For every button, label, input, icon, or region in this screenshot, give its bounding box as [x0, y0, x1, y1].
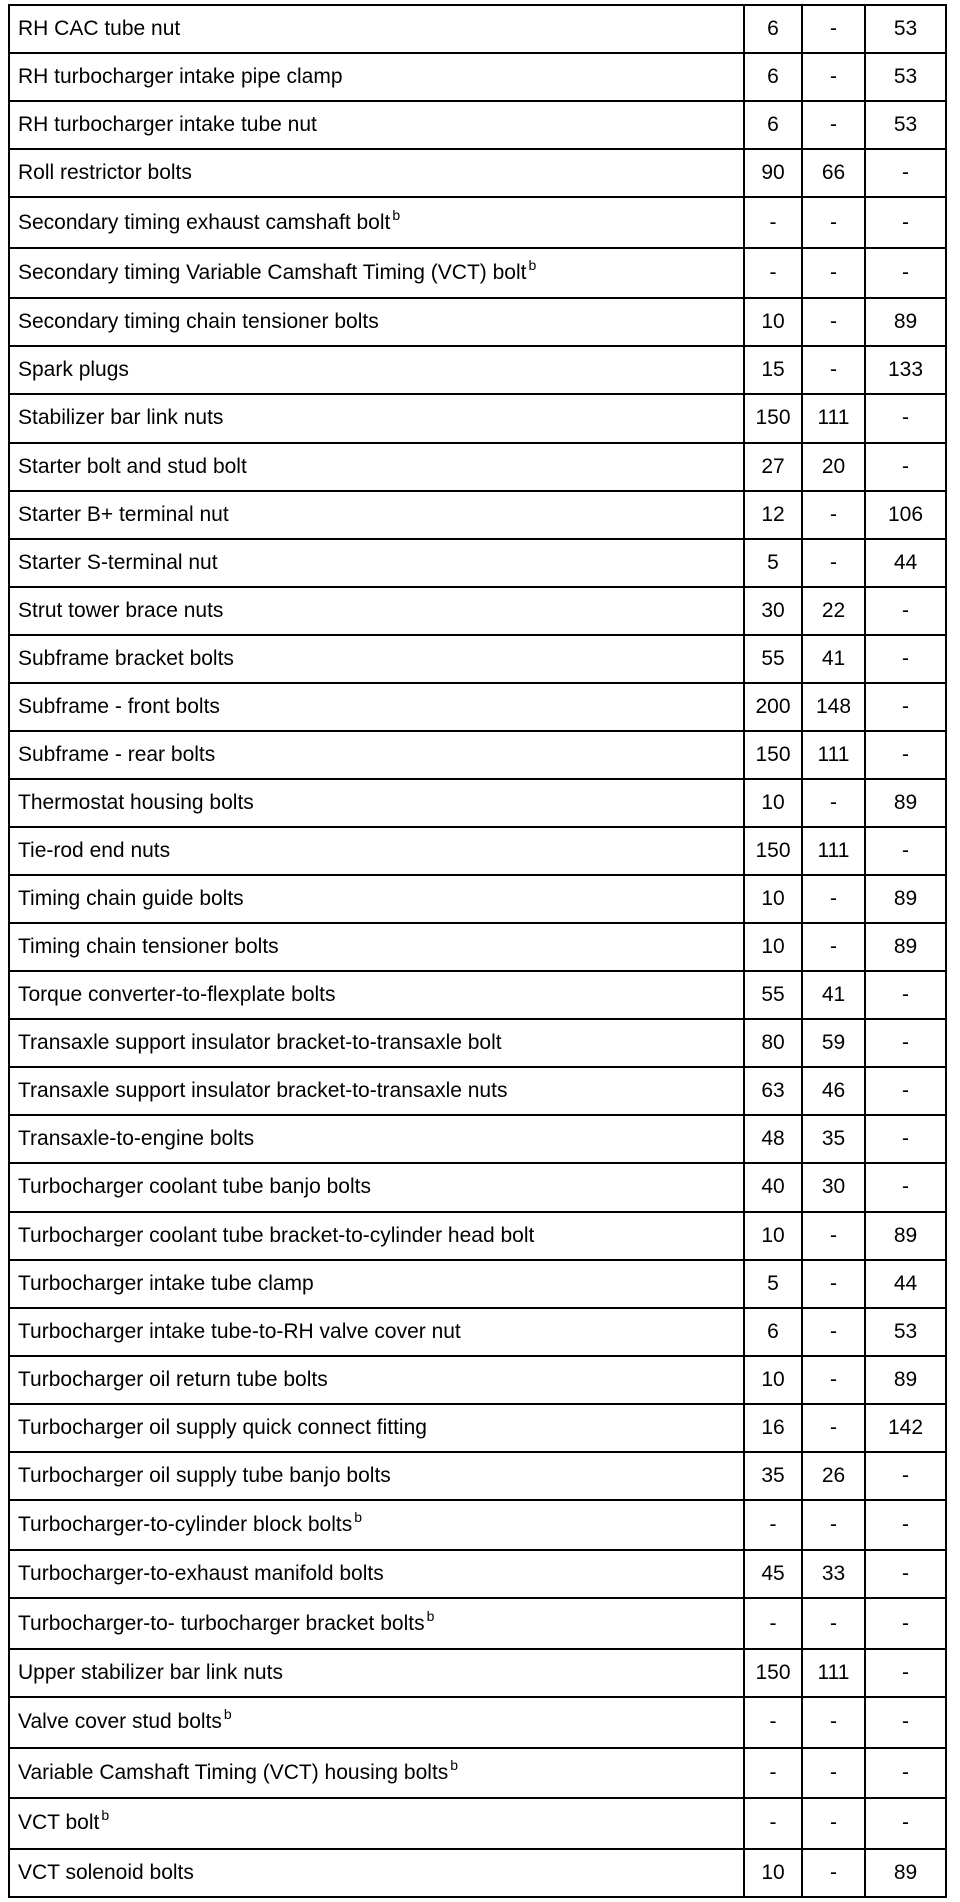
component-cell	[9, 149, 744, 197]
nm-value-cell: 6	[744, 5, 802, 53]
nm-value-cell: -	[744, 1500, 802, 1551]
nm-value-cell: 5	[744, 1260, 802, 1308]
nm-value-cell: 5	[744, 539, 802, 587]
table-row	[9, 1697, 946, 1748]
component-cell	[9, 394, 744, 442]
component-cell	[9, 827, 744, 875]
table-row	[9, 1308, 946, 1356]
nm-value-cell: 6	[744, 53, 802, 101]
table-row	[9, 827, 946, 875]
component-name: Secondary timing exhaust camshaft bolt	[18, 210, 391, 234]
component-name: Valve cover stud bolts	[18, 1710, 222, 1734]
component-name: Strut tower brace nuts	[18, 598, 224, 622]
lbin-value-cell: 89	[865, 1212, 946, 1260]
nm-value-cell: -	[744, 1697, 802, 1748]
component-name: Turbocharger oil supply tube banjo bolts	[18, 1463, 391, 1487]
nm-value-cell: 12	[744, 491, 802, 539]
component-name: Turbocharger-to- turbocharger bracket bolts	[18, 1611, 425, 1635]
lbft-value-cell: -	[802, 298, 865, 346]
nm-value-cell: 150	[744, 1649, 802, 1697]
nm-value-cell: 6	[744, 1308, 802, 1356]
nm-value-cell: 63	[744, 1067, 802, 1115]
lbft-value-cell: 22	[802, 587, 865, 635]
component-name: Turbocharger-to-exhaust manifold bolts	[18, 1562, 384, 1586]
nm-value-cell: -	[744, 1598, 802, 1649]
nm-value-cell: -	[744, 1748, 802, 1799]
component-cell	[9, 1115, 744, 1163]
lbft-value-cell: 111	[802, 394, 865, 442]
table-row	[9, 1067, 946, 1115]
component-name: RH CAC tube nut	[18, 17, 181, 41]
lbin-value-cell: -	[865, 394, 946, 442]
lbft-value-cell: -	[802, 101, 865, 149]
footnote-marker: b	[450, 1756, 459, 1773]
component-name: Timing chain guide bolts	[18, 887, 244, 911]
lbin-value-cell: 53	[865, 1308, 946, 1356]
table-row	[9, 1748, 946, 1799]
component-cell	[9, 53, 744, 101]
nm-value-cell: 10	[744, 875, 802, 923]
nm-value-cell: 80	[744, 1019, 802, 1067]
component-cell	[9, 923, 744, 971]
table-row	[9, 1212, 946, 1260]
component-cell	[9, 1308, 744, 1356]
table-row	[9, 298, 946, 346]
component-cell	[9, 1260, 744, 1308]
component-name: Spark plugs	[18, 358, 129, 382]
nm-value-cell: 16	[744, 1404, 802, 1452]
component-name: Turbocharger-to-cylinder block bolts	[18, 1513, 353, 1537]
nm-value-cell: 150	[744, 827, 802, 875]
lbft-value-cell: -	[802, 1849, 865, 1897]
lbft-value-cell: -	[802, 346, 865, 394]
lbin-value-cell: 142	[865, 1404, 946, 1452]
lbin-value-cell: 89	[865, 779, 946, 827]
table-row	[9, 1163, 946, 1211]
table-row	[9, 683, 946, 731]
table-row	[9, 1404, 946, 1452]
lbin-value-cell: 133	[865, 346, 946, 394]
lbin-value-cell: -	[865, 1452, 946, 1500]
lbin-value-cell: -	[865, 443, 946, 491]
component-name: Roll restrictor bolts	[18, 161, 192, 185]
table-row	[9, 5, 946, 53]
lbin-value-cell: 89	[865, 923, 946, 971]
component-name: RH turbocharger intake tube nut	[18, 113, 317, 137]
component-cell	[9, 298, 744, 346]
component-cell	[9, 587, 744, 635]
component-name: Turbocharger intake tube-to-RH valve cover nut	[18, 1319, 461, 1343]
nm-value-cell: 150	[744, 394, 802, 442]
nm-value-cell: 27	[744, 443, 802, 491]
lbin-value-cell: -	[865, 1115, 946, 1163]
component-cell	[9, 1404, 744, 1452]
lbin-value-cell: 106	[865, 491, 946, 539]
nm-value-cell: 200	[744, 683, 802, 731]
table-row	[9, 635, 946, 683]
component-cell	[9, 1212, 744, 1260]
component-cell	[9, 5, 744, 53]
component-name: Transaxle-to-engine bolts	[18, 1127, 255, 1151]
lbin-value-cell: -	[865, 1500, 946, 1551]
table-row	[9, 875, 946, 923]
component-cell	[9, 1598, 744, 1649]
component-cell	[9, 1356, 744, 1404]
table-row	[9, 491, 946, 539]
lbin-value-cell: -	[865, 827, 946, 875]
component-cell	[9, 491, 744, 539]
nm-value-cell: 40	[744, 1163, 802, 1211]
table-row	[9, 587, 946, 635]
component-name: Subframe - rear bolts	[18, 742, 216, 766]
component-name: Turbocharger intake tube clamp	[18, 1271, 314, 1295]
nm-value-cell: 150	[744, 731, 802, 779]
table-row	[9, 731, 946, 779]
lbft-value-cell: 59	[802, 1019, 865, 1067]
component-cell	[9, 635, 744, 683]
table-row	[9, 248, 946, 299]
component-name: VCT solenoid bolts	[18, 1860, 194, 1884]
component-name: Secondary timing Variable Camshaft Timing (VCT) bolt	[18, 261, 527, 285]
nm-value-cell: 10	[744, 923, 802, 971]
lbft-value-cell: -	[802, 875, 865, 923]
component-name: Turbocharger oil supply quick connect fitting	[18, 1415, 427, 1439]
nm-value-cell: 10	[744, 1212, 802, 1260]
component-cell	[9, 197, 744, 248]
nm-value-cell: -	[744, 1798, 802, 1849]
table-row	[9, 1019, 946, 1067]
lbin-value-cell: -	[865, 1748, 946, 1799]
lbin-value-cell: 53	[865, 101, 946, 149]
lbin-value-cell: -	[865, 248, 946, 299]
lbft-value-cell: -	[802, 779, 865, 827]
table-row	[9, 1356, 946, 1404]
lbin-value-cell: -	[865, 683, 946, 731]
component-cell	[9, 1649, 744, 1697]
nm-value-cell: 10	[744, 1356, 802, 1404]
lbin-value-cell: -	[865, 149, 946, 197]
lbin-value-cell: 53	[865, 53, 946, 101]
lbft-value-cell: -	[802, 1748, 865, 1799]
component-cell	[9, 1163, 744, 1211]
nm-value-cell: 48	[744, 1115, 802, 1163]
lbft-value-cell: 46	[802, 1067, 865, 1115]
table-row	[9, 1260, 946, 1308]
component-name: Starter B+ terminal nut	[18, 502, 229, 526]
component-cell	[9, 731, 744, 779]
table-row	[9, 443, 946, 491]
nm-value-cell: 55	[744, 971, 802, 1019]
lbin-value-cell: -	[865, 1649, 946, 1697]
nm-value-cell: 15	[744, 346, 802, 394]
lbft-value-cell: 35	[802, 1115, 865, 1163]
lbft-value-cell: -	[802, 1697, 865, 1748]
nm-value-cell: 45	[744, 1550, 802, 1598]
component-name: RH turbocharger intake pipe clamp	[18, 65, 343, 89]
footnote-marker: b	[426, 1607, 435, 1624]
table-row	[9, 197, 946, 248]
footnote-marker: b	[223, 1706, 232, 1723]
component-name: Subframe - front bolts	[18, 694, 220, 718]
lbin-value-cell: -	[865, 635, 946, 683]
component-cell	[9, 1849, 744, 1897]
lbin-value-cell: -	[865, 971, 946, 1019]
lbft-value-cell: -	[802, 1798, 865, 1849]
lbin-value-cell: 89	[865, 298, 946, 346]
lbft-value-cell: -	[802, 197, 865, 248]
component-name: Transaxle support insulator bracket-to-transaxle nuts	[18, 1079, 508, 1103]
component-name: Turbocharger coolant tube bracket-to-cylinder head bolt	[18, 1223, 535, 1247]
lbin-value-cell: 44	[865, 539, 946, 587]
lbft-value-cell: -	[802, 923, 865, 971]
component-name: Torque converter-to-flexplate bolts	[18, 983, 336, 1007]
component-cell	[9, 1019, 744, 1067]
table-row	[9, 1649, 946, 1697]
component-name: Stabilizer bar link nuts	[18, 406, 224, 430]
component-name: VCT bolt	[18, 1811, 100, 1835]
lbft-value-cell: -	[802, 5, 865, 53]
lbin-value-cell: 89	[865, 1356, 946, 1404]
lbft-value-cell: -	[802, 1404, 865, 1452]
component-name: Upper stabilizer bar link nuts	[18, 1661, 283, 1685]
nm-value-cell: 35	[744, 1452, 802, 1500]
lbft-value-cell: -	[802, 1260, 865, 1308]
lbft-value-cell: -	[802, 1500, 865, 1551]
component-name: Transaxle support insulator bracket-to-transaxle bolt	[18, 1031, 502, 1055]
lbft-value-cell: 41	[802, 971, 865, 1019]
lbft-value-cell: 111	[802, 731, 865, 779]
table-row	[9, 539, 946, 587]
component-name: Secondary timing chain tensioner bolts	[18, 310, 379, 334]
component-cell	[9, 539, 744, 587]
table-row	[9, 53, 946, 101]
lbin-value-cell: 89	[865, 1849, 946, 1897]
lbft-value-cell: -	[802, 53, 865, 101]
torque-spec-table-body	[9, 5, 946, 1897]
lbft-value-cell: 30	[802, 1163, 865, 1211]
table-row	[9, 1598, 946, 1649]
lbin-value-cell: -	[865, 1163, 946, 1211]
lbft-value-cell: -	[802, 1308, 865, 1356]
lbft-value-cell: 33	[802, 1550, 865, 1598]
nm-value-cell: 55	[744, 635, 802, 683]
component-cell	[9, 1500, 744, 1551]
component-cell	[9, 1798, 744, 1849]
lbin-value-cell: -	[865, 1798, 946, 1849]
lbft-value-cell: 41	[802, 635, 865, 683]
lbft-value-cell: -	[802, 1356, 865, 1404]
lbin-value-cell: -	[865, 197, 946, 248]
component-cell	[9, 346, 744, 394]
lbft-value-cell: 111	[802, 827, 865, 875]
lbft-value-cell: -	[802, 539, 865, 587]
lbft-value-cell: 20	[802, 443, 865, 491]
component-name: Tie-rod end nuts	[18, 839, 171, 863]
nm-value-cell: -	[744, 197, 802, 248]
footnote-marker: b	[528, 257, 537, 274]
nm-value-cell: 10	[744, 298, 802, 346]
component-name: Variable Camshaft Timing (VCT) housing bolts	[18, 1760, 449, 1784]
nm-value-cell: 90	[744, 149, 802, 197]
lbin-value-cell: -	[865, 1697, 946, 1748]
footnote-marker: b	[354, 1509, 362, 1526]
lbin-value-cell: 44	[865, 1260, 946, 1308]
component-cell	[9, 1067, 744, 1115]
component-cell	[9, 1697, 744, 1748]
footnote-marker: b	[101, 1807, 110, 1824]
table-row	[9, 1798, 946, 1849]
lbin-value-cell: 89	[865, 875, 946, 923]
table-row	[9, 346, 946, 394]
component-cell	[9, 101, 744, 149]
component-name: Subframe bracket bolts	[18, 646, 234, 670]
component-name: Turbocharger coolant tube banjo bolts	[18, 1175, 371, 1199]
lbin-value-cell: -	[865, 587, 946, 635]
component-cell	[9, 443, 744, 491]
table-row	[9, 101, 946, 149]
nm-value-cell: 10	[744, 1849, 802, 1897]
table-row	[9, 1550, 946, 1598]
lbft-value-cell: 111	[802, 1649, 865, 1697]
table-row	[9, 1849, 946, 1897]
component-cell	[9, 875, 744, 923]
lbin-value-cell: -	[865, 731, 946, 779]
table-row	[9, 971, 946, 1019]
component-name: Timing chain tensioner bolts	[18, 935, 279, 959]
table-row	[9, 1500, 946, 1551]
nm-value-cell: 10	[744, 779, 802, 827]
component-name: Starter bolt and stud bolt	[18, 454, 247, 478]
lbft-value-cell: -	[802, 248, 865, 299]
table-row	[9, 394, 946, 442]
component-name: Turbocharger oil return tube bolts	[18, 1367, 328, 1391]
nm-value-cell: 6	[744, 101, 802, 149]
table-row	[9, 1452, 946, 1500]
table-row	[9, 923, 946, 971]
lbft-value-cell: -	[802, 1598, 865, 1649]
lbft-value-cell: -	[802, 1212, 865, 1260]
lbft-value-cell: -	[802, 491, 865, 539]
lbft-value-cell: 26	[802, 1452, 865, 1500]
nm-value-cell: -	[744, 248, 802, 299]
component-cell	[9, 1748, 744, 1799]
table-row	[9, 1115, 946, 1163]
lbin-value-cell: -	[865, 1067, 946, 1115]
lbin-value-cell: -	[865, 1598, 946, 1649]
lbin-value-cell: -	[865, 1019, 946, 1067]
component-cell	[9, 248, 744, 299]
component-cell	[9, 683, 744, 731]
component-cell	[9, 971, 744, 1019]
table-row	[9, 779, 946, 827]
lbft-value-cell: 148	[802, 683, 865, 731]
component-cell	[9, 1452, 744, 1500]
nm-value-cell: 30	[744, 587, 802, 635]
lbin-value-cell: -	[865, 1550, 946, 1598]
component-name: Thermostat housing bolts	[18, 790, 254, 814]
table-row	[9, 149, 946, 197]
lbft-value-cell: 66	[802, 149, 865, 197]
component-cell	[9, 1550, 744, 1598]
component-name: Starter S-terminal nut	[18, 550, 218, 574]
torque-spec-table	[8, 4, 947, 1898]
component-cell	[9, 779, 744, 827]
lbin-value-cell: 53	[865, 5, 946, 53]
footnote-marker: b	[392, 206, 401, 223]
